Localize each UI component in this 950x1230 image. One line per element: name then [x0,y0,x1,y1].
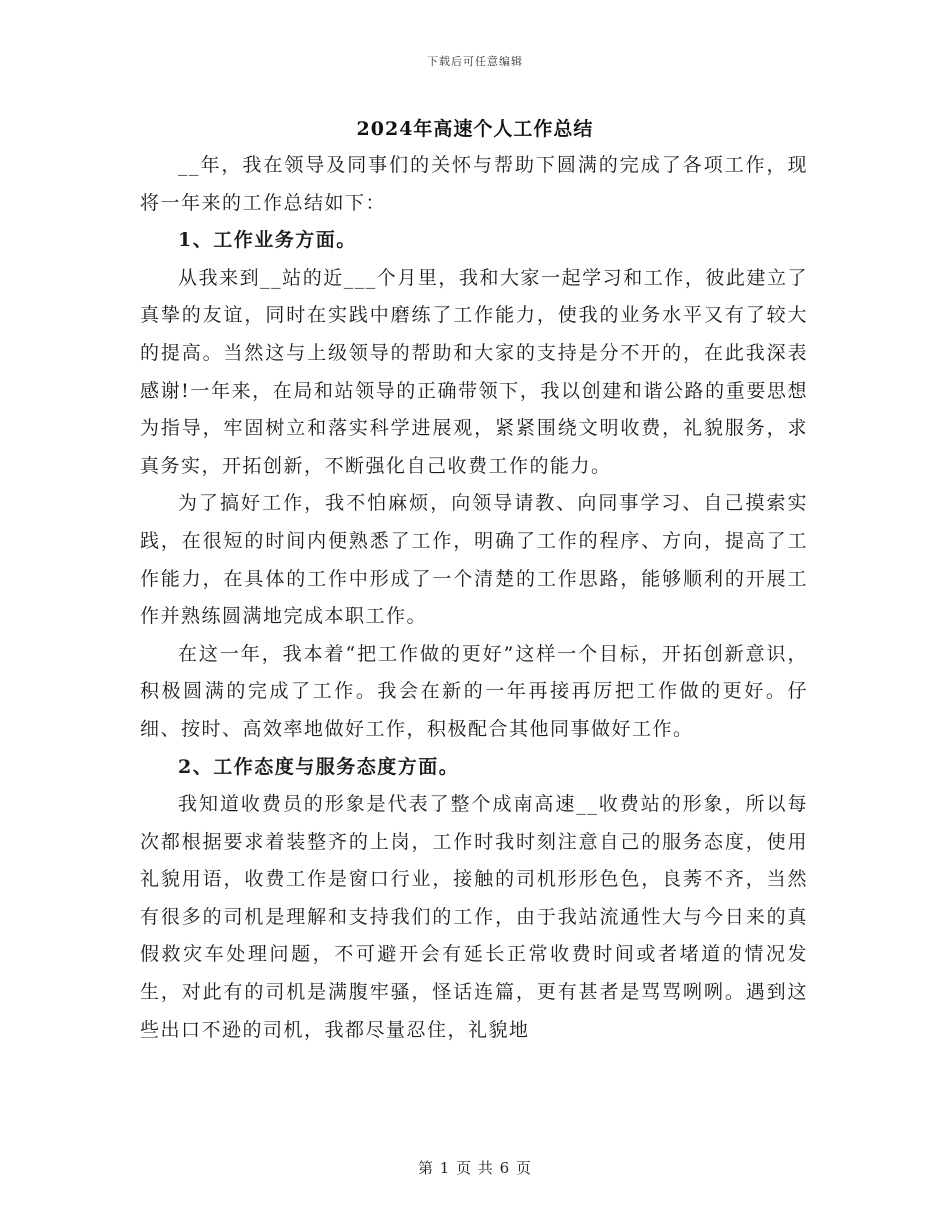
section-heading-work-attitude: 2、工作态度与服务态度方面。 [178,755,460,778]
body-paragraph: 从我来到__站的近___个月里，我和大家一起学习和工作，彼此建立了真挚的友谊，同时在实践中磨练了工作能力，使我的业务水平又有了较大的提高。当然这与上级领导的帮助和大家的支持是分不开的，在此我深表感谢!一年来，在局和站领导的正确带领下，我以创建和谐公路的重要思想为指导，牢固树立和落实科学进展观，紧紧围绕文明收费，礼貌服务，求真务实，开拓创新，不断强化自己收费工作的能力。 [140,266,808,477]
body-paragraph: 为了搞好工作，我不怕麻烦，向领导请教、向同事学习、自己摸索实践，在很短的时间内便熟悉了工作，明确了工作的程序、方向，提高了工作能力，在具体的工作中形成了一个清楚的工作思路，能够顺利的开展工作并熟练圆满地完成本职工作。 [140,492,808,628]
body-paragraph: 我知道收费员的形象是代表了整个成南高速__收费站的形象，所以每次都根据要求着装整齐的上岗，工作时我时刻注意自己的服务态度，使用礼貌用语，收费工作是窗口行业，接触的司机形形色色，良莠不齐，当然有很多的司机是理解和支持我们的工作，由于我站流通性大与今日来的真假救灾车处理问题，不可避开会有延长正常收费时间或者堵道的情况发生，对此有的司机是满腹牢骚，怪话连篇，更有甚者是骂骂咧咧。遇到这些出口不逊的司机，我都尽量忍住，礼貌地 [140,793,808,1041]
document-body [140,147,808,1049]
body-paragraph: 在这一年，我本着“把工作做的更好”这样一个目标，开拓创新意识，积极圆满的完成了工作。我会在新的一年再接再厉把工作做的更好。仔细、按时、高效率地做好工作，积极配合其他同事做好工作。 [140,642,808,740]
header-note: 下载后可任意编辑 [427,55,523,68]
section-heading-work-business: 1、工作业务方面。 [178,229,357,252]
intro-paragraph: __年，我在领导及同事们的关怀与帮助下圆满的完成了各项工作，现将一年来的工作总结如下： [140,154,808,214]
document-title: 2024年高速个人工作总结 [356,118,594,140]
page-indicator: 第 1 页 共 6 页 [418,1159,532,1177]
